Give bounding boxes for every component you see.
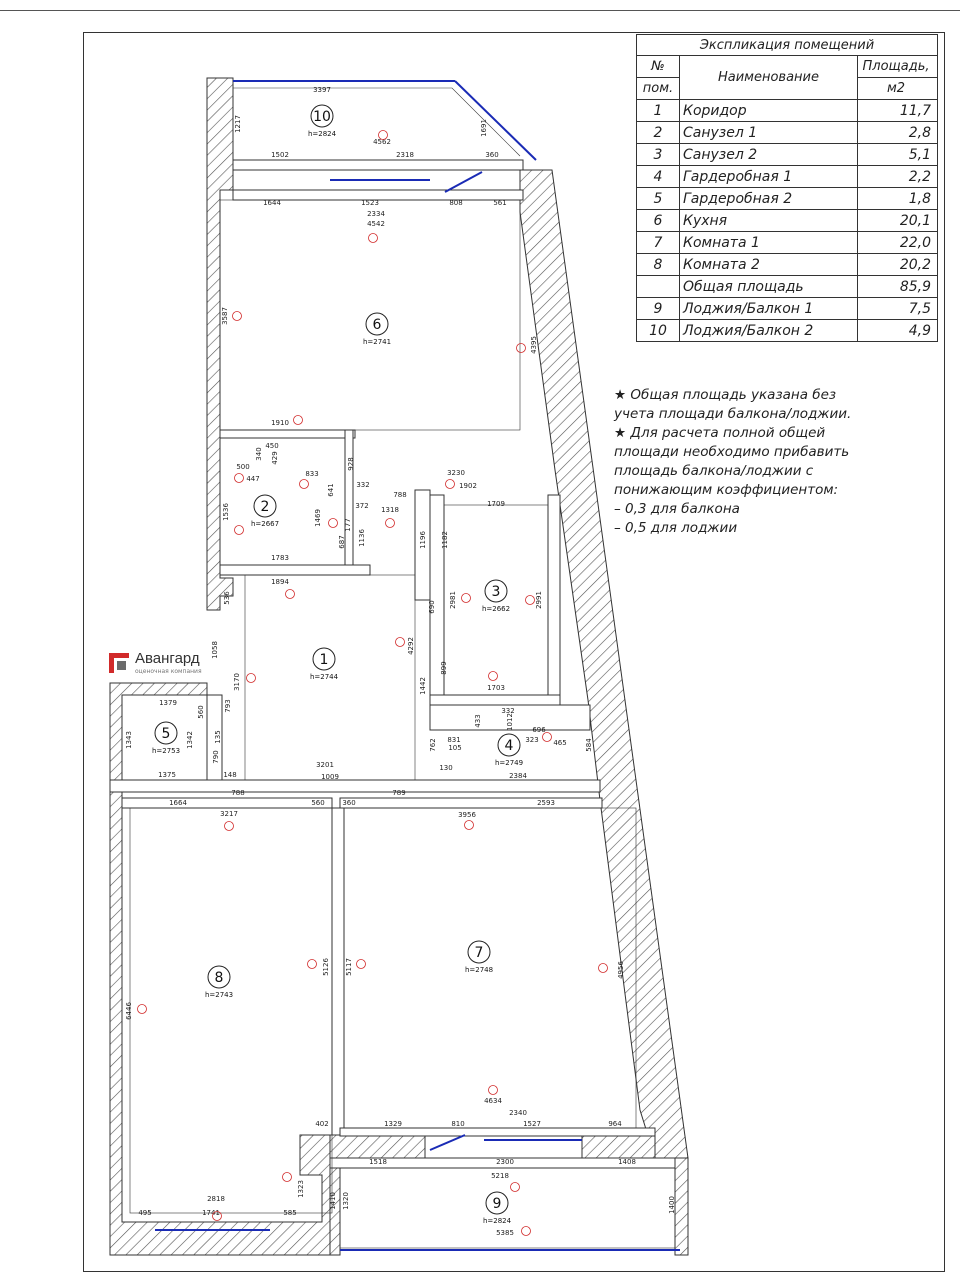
dimension-label: 585 [283, 1209, 297, 1217]
dimension-label: 1910 [271, 419, 289, 427]
marker-dot-icon [294, 416, 303, 425]
note-line: площадь балкона/лоджии с [614, 463, 814, 479]
dimension-label: 465 [553, 739, 567, 747]
dimension-label: 4956 [617, 961, 625, 979]
dimension-label: 2818 [207, 1195, 225, 1203]
explication-row [637, 232, 938, 254]
room-number-label: 9 [492, 1196, 502, 1212]
kitchen-bottom-wall [220, 430, 355, 438]
dimension-label: 1329 [384, 1120, 402, 1128]
room-number: 9 [637, 298, 680, 320]
marker-dot-icon [247, 674, 256, 683]
marker-dot-icon [300, 480, 309, 489]
note-line: понижающим коэффициентом: [614, 482, 839, 498]
room-name: Коридор [680, 100, 858, 122]
dimension-label: 3217 [220, 810, 238, 818]
dimension-label: 690 [428, 600, 436, 614]
marker-dot-icon [357, 960, 366, 969]
dimension-label: 2300 [496, 1158, 514, 1166]
dimension-label: 5385 [496, 1229, 514, 1237]
room-area: 5,1 [858, 144, 938, 166]
kitchen-door-swing [445, 172, 482, 192]
dimension-label: 447 [246, 475, 260, 483]
room-height-label: h=2748 [464, 966, 494, 974]
room-name: Кухня [680, 210, 858, 232]
dimension-label: 1442 [419, 677, 427, 695]
dimension-label: 1342 [186, 731, 194, 749]
header-name: Наименование [680, 56, 858, 100]
note-line: – 0,3 для балкона [614, 501, 740, 517]
dimension-label: 3956 [458, 811, 476, 819]
explication-row [637, 276, 938, 298]
marker-dot-icon [489, 1086, 498, 1095]
marker-dot-icon [396, 638, 405, 647]
dimension-label: 1691 [480, 119, 488, 137]
dimension-label: 1709 [487, 500, 505, 508]
dimension-label: 1523 [361, 199, 379, 207]
dimension-label: 450 [265, 442, 279, 450]
marker-dot-icon [138, 1005, 147, 1014]
dimension-label: 6446 [125, 1002, 133, 1020]
dimension-label: 135 [214, 730, 222, 744]
dimension-label: 1009 [321, 773, 339, 781]
marker-dot-icon [522, 1227, 531, 1236]
header-no: № [637, 56, 680, 78]
room-number: 5 [637, 188, 680, 210]
explication-row [637, 166, 938, 188]
dimension-label: 372 [355, 502, 369, 510]
marker-dot-icon [283, 1173, 292, 1182]
dimension-label: 789 [392, 789, 406, 797]
dimension-label: 1318 [381, 506, 399, 514]
dimension-label: 1400 [668, 1196, 676, 1214]
explication-row [637, 210, 938, 232]
marker-dot-icon [465, 821, 474, 830]
dimension-label: 500 [236, 463, 250, 471]
dimension-label: 561 [493, 199, 507, 207]
explication-header-row-1 [637, 56, 938, 78]
dimension-label: 2981 [449, 591, 457, 609]
dimension-label: 1502 [271, 151, 289, 159]
dimension-label: 899 [440, 661, 448, 675]
dimension-label: 1012 [506, 713, 514, 731]
room-area: 22,0 [858, 232, 938, 254]
room-number: 10 [637, 320, 680, 342]
room-area: 1,8 [858, 188, 938, 210]
bath1-right-wall [345, 430, 353, 570]
explication-row [637, 320, 938, 342]
dimension-label: 1408 [618, 1158, 636, 1166]
dimension-label: 2318 [396, 151, 414, 159]
marker-dot-icon [225, 822, 234, 831]
dimension-label: 332 [356, 481, 370, 489]
marker-dot-icon [446, 480, 455, 489]
room-name: Лоджия/Балкон 1 [680, 298, 858, 320]
dimension-label: 560 [197, 705, 205, 719]
balcony10-window-diag [455, 81, 536, 160]
marker-dot-icon [511, 1183, 520, 1192]
dimension-label: 928 [347, 457, 355, 471]
dimension-label: 3397 [313, 86, 331, 94]
rooms-divider-wall [332, 808, 344, 1135]
dimension-label: 323 [525, 736, 539, 744]
explication-row [637, 122, 938, 144]
dimension-label: 2991 [535, 591, 543, 609]
room-number-label: 4 [504, 738, 514, 754]
dimension-label: 4542 [367, 220, 385, 228]
dimension-label: 360 [485, 151, 499, 159]
dimension-label: 762 [429, 738, 437, 752]
dimension-label: 148 [223, 771, 237, 779]
room-number: 1 [637, 100, 680, 122]
room7-door-swing [430, 1135, 465, 1150]
dimension-label: 1058 [211, 641, 219, 659]
room-number-label: 10 [313, 109, 331, 125]
marker-dot-icon [286, 590, 295, 599]
room-area: 2,8 [858, 122, 938, 144]
explication-table [636, 34, 938, 342]
dimension-label: 833 [305, 470, 319, 478]
dimension-label: 964 [608, 1120, 622, 1128]
room-area: 20,1 [858, 210, 938, 232]
dimension-label: 1536 [222, 503, 230, 521]
dimension-label: 584 [585, 738, 593, 752]
dimension-label: 1527 [523, 1120, 541, 1128]
marker-dot-icon [235, 526, 244, 535]
dimension-label: 360 [342, 799, 356, 807]
dimension-label: 4292 [407, 637, 415, 655]
dimension-label: 495 [138, 1209, 152, 1217]
dimension-label: 402 [315, 1120, 329, 1128]
dimension-label: 1323 [297, 1180, 305, 1198]
dimension-label: 2384 [509, 772, 527, 780]
dimension-label: 1894 [271, 578, 289, 586]
room-area: 7,5 [858, 298, 938, 320]
room-area: 2,2 [858, 166, 938, 188]
dimension-label: 1379 [159, 699, 177, 707]
room-number-label: 8 [214, 970, 224, 986]
dimension-label: 641 [327, 483, 335, 497]
notes-block [614, 386, 930, 538]
room-number: 8 [637, 254, 680, 276]
dimension-label: 793 [224, 699, 232, 713]
marker-dot-icon [543, 733, 552, 742]
dimension-label: 560 [311, 799, 325, 807]
dimension-label: 429 [271, 451, 279, 465]
dimension-label: 1902 [459, 482, 477, 490]
marker-dot-icon [369, 234, 378, 243]
dimension-label: 1217 [234, 115, 242, 133]
room-height-label: h=2662 [481, 605, 511, 613]
note-line: ★ Для расчета полной общей [614, 425, 826, 441]
dimension-label: 1783 [271, 554, 289, 562]
room-number-label: 6 [372, 317, 382, 333]
dimension-label: 790 [212, 750, 220, 764]
dimension-label: 332 [501, 707, 515, 715]
logo-subtitle: оценочная компания [135, 668, 202, 675]
room-number: 7 [637, 232, 680, 254]
dimension-label: 2340 [509, 1109, 527, 1117]
dimension-label: 340 [255, 447, 263, 461]
marker-dot-icon [329, 519, 338, 528]
room-area: 11,7 [858, 100, 938, 122]
marker-dot-icon [233, 312, 242, 321]
room-number-label: 1 [319, 652, 329, 668]
room-height-label: h=2743 [204, 991, 234, 999]
dimension-label: 1196 [419, 531, 427, 549]
dimension-label: 1136 [358, 529, 366, 547]
note-line: – 0,5 для лоджии [614, 520, 738, 536]
dimension-label: 3170 [233, 673, 241, 691]
room8-top-wall [122, 798, 332, 808]
dimension-label: 3201 [316, 761, 334, 769]
note-line: учета площади балкона/лоджии. [614, 406, 852, 422]
dimension-label: 1644 [263, 199, 281, 207]
marker-dot-icon [308, 960, 317, 969]
room-name: Комната 1 [680, 232, 858, 254]
explication-row [637, 144, 938, 166]
dimension-label: 1182 [441, 531, 449, 549]
dimension-label: 433 [474, 714, 482, 728]
header-area-unit: м2 [858, 78, 938, 100]
room-name: Лоджия/Балкон 2 [680, 320, 858, 342]
dimension-label: 5126 [322, 958, 330, 976]
dimension-label: 4562 [373, 138, 391, 146]
dimension-label: 1375 [158, 771, 176, 779]
dimension-label: 1469 [314, 509, 322, 527]
room-height-label: h=2753 [151, 747, 181, 755]
dimension-label: 696 [532, 726, 546, 734]
room-name: Санузел 2 [680, 144, 858, 166]
dimension-label: 1410 [329, 1192, 337, 1210]
room-number [637, 276, 680, 298]
room-area: 20,2 [858, 254, 938, 276]
dimension-label: 4395 [530, 336, 538, 354]
room-number: 6 [637, 210, 680, 232]
dimension-label: 1320 [342, 1192, 350, 1210]
room-number: 4 [637, 166, 680, 188]
room-area: 4,9 [858, 320, 938, 342]
logo-mark-icon [109, 653, 129, 673]
explication-title: Экспликация помещений [637, 35, 938, 56]
bath2-bottom-wall [430, 695, 560, 705]
note-line: ★ Общая площадь указана без [614, 387, 837, 403]
dimension-label: 130 [439, 764, 453, 772]
bath2-right-wall [548, 495, 560, 705]
dimension-label: 808 [449, 199, 463, 207]
marker-dot-icon [462, 594, 471, 603]
room-height-label: h=2824 [482, 1217, 512, 1225]
dimension-label: 1703 [487, 684, 505, 692]
room-number: 2 [637, 122, 680, 144]
marker-dot-icon [599, 964, 608, 973]
room-number-label: 2 [260, 499, 270, 515]
header-no-sub: пом. [637, 78, 680, 100]
room-name: Санузел 1 [680, 122, 858, 144]
marker-dot-icon [235, 474, 244, 483]
dimension-label: 1664 [169, 799, 187, 807]
corridor-bottom-wall [110, 780, 600, 792]
dimension-label: 536 [223, 591, 231, 605]
explication-row [637, 254, 938, 276]
room-name: Гардеробная 1 [680, 166, 858, 188]
dimension-label: 3587 [221, 307, 229, 325]
dimension-label: 810 [451, 1120, 465, 1128]
room-height-label: h=2667 [250, 520, 280, 528]
marker-dot-icon [386, 519, 395, 528]
explication-title-row [637, 35, 938, 56]
explication-row [637, 100, 938, 122]
room-number: 3 [637, 144, 680, 166]
room-number-label: 5 [161, 726, 171, 742]
note-line: площади необходимо прибавить [614, 444, 850, 460]
room-height-label: h=2744 [309, 673, 339, 681]
dimension-label: 1343 [125, 731, 133, 749]
room-height-label: h=2749 [494, 759, 524, 767]
dimension-label: 5218 [491, 1172, 509, 1180]
dimension-label: 4634 [484, 1097, 502, 1105]
room-number-label: 3 [491, 584, 501, 600]
bottom-wall-right [582, 1135, 655, 1158]
dimension-label: 2334 [367, 210, 385, 218]
dimension-label: 1518 [369, 1158, 387, 1166]
room-number-label: 7 [474, 945, 484, 961]
dimension-label: 831 [447, 736, 461, 744]
logo-name: Авангард [135, 650, 200, 667]
room-name: Гардеробная 2 [680, 188, 858, 210]
room7-bottom-wall [340, 1128, 655, 1136]
dimension-label: 788 [393, 491, 407, 499]
marker-dot-icon [517, 344, 526, 353]
dimension-label: 3230 [447, 469, 465, 477]
bath1-bottom-wall [220, 565, 370, 575]
room-name: Общая площадь [680, 276, 858, 298]
explication-row [637, 298, 938, 320]
dimension-label: 5117 [345, 958, 353, 976]
room7-top-wall [340, 798, 602, 808]
explication-row [637, 188, 938, 210]
room-name: Комната 2 [680, 254, 858, 276]
balcony9-right-wall [675, 1158, 688, 1255]
dimension-label: 788 [231, 789, 245, 797]
balcony10-bottom-wall [233, 160, 523, 170]
dimension-label: 687 [338, 535, 346, 549]
room-height-label: h=2824 [307, 130, 337, 138]
marker-dot-icon [489, 672, 498, 681]
room-area: 85,9 [858, 276, 938, 298]
dimension-label: 1741 [202, 1209, 220, 1217]
room-height-label: h=2741 [362, 338, 392, 346]
marker-dot-icon [526, 596, 535, 605]
dimension-label: 177 [344, 518, 352, 532]
dimension-label: 2593 [537, 799, 555, 807]
header-area: Площадь, [858, 56, 938, 78]
dimension-label: 105 [448, 744, 462, 752]
